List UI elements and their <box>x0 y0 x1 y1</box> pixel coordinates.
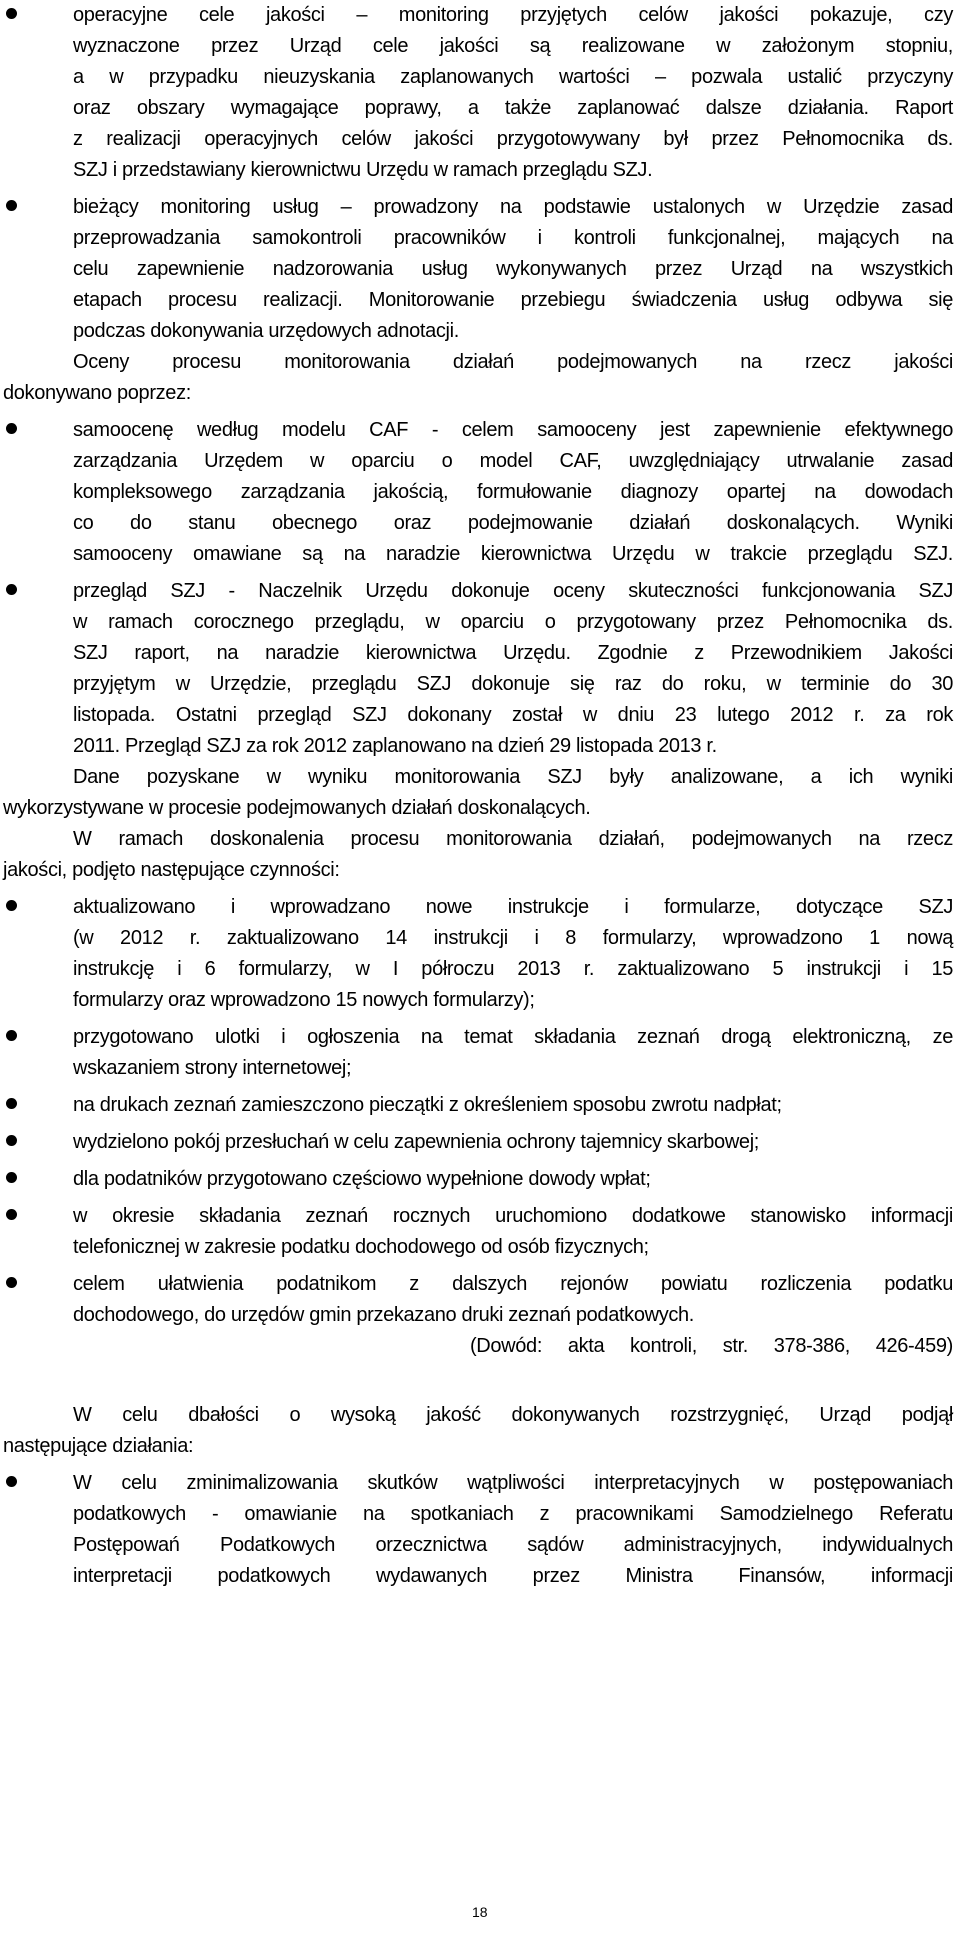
bullet-icon <box>6 8 17 19</box>
text-line: przegląd SZJ - Naczelnik Urzędu dokonuje oceny skuteczności funkcjonowania SZJ <box>73 580 953 602</box>
text-line: na drukach zeznań zamieszczono pieczątki z określeniem sposobu zwrotu nadpłat; <box>73 1094 782 1116</box>
text-line: jakości, podjęto następujące czynności: <box>3 859 340 881</box>
text-line: Oceny procesu monitorowania działań podejmowanych na rzecz jakości <box>73 351 953 373</box>
text-line: bieżący monitoring usług – prowadzony na podstawie ustalonych w Urzędzie zasad <box>73 196 953 218</box>
text-line: W celu zminimalizowania skutków wątpliwości interpretacyjnych w postępowaniach <box>73 1472 953 1494</box>
text-line: przeprowadzania samokontroli pracowników i kontroli funkcjonalnej, mających na <box>73 227 953 249</box>
bullet-icon <box>6 1135 17 1146</box>
text-line: oraz obszary wymagające poprawy, a także zaplanować dalsze działania. Raport <box>73 97 953 119</box>
bullet-icon <box>6 1098 17 1109</box>
text-line: przyjętym w Urzędzie, przeglądu SZJ dokonuje się raz do roku, w terminie do 30 <box>73 673 953 695</box>
bullet-icon <box>6 900 17 911</box>
bullet-icon <box>6 200 17 211</box>
text-line: formularzy oraz wprowadzono 15 nowych formularzy); <box>73 989 535 1011</box>
text-line: listopada. Ostatni przegląd SZJ dokonany został w dniu 23 lutego 2012 r. za rok <box>73 704 953 726</box>
text-line: Postępowań Podatkowych orzecznictwa sądów administracyjnych, indywidualnych <box>73 1534 953 1556</box>
bullet-icon <box>6 1030 17 1041</box>
text-line: podatkowych - omawianie na spotkaniach z pracownikami Samodzielnego Referatu <box>73 1503 953 1525</box>
text-line: interpretacji podatkowych wydawanych przez Ministra Finansów, informacji <box>73 1565 953 1587</box>
text-line: telefonicznej w zakresie podatku dochodowego od osób fizycznych; <box>73 1236 649 1258</box>
bullet-icon <box>6 1172 17 1183</box>
text-line: dochodowego, do urzędów gmin przekazano druki zeznań podatkowych. <box>73 1304 694 1326</box>
text-line: instrukcję i 6 formularzy, w I półroczu 2013 r. zaktualizowano 5 instrukcji i 15 <box>73 958 953 980</box>
text-line: (Dowód: akta kontroli, str. 378-386, 426-459) <box>470 1335 953 1357</box>
page-number: 18 <box>472 1904 488 1920</box>
text-line: 2011. Przegląd SZJ za rok 2012 zaplanowano na dzień 29 listopada 2013 r. <box>73 735 717 757</box>
bullet-icon <box>6 1209 17 1220</box>
text-line: samoocenę według modelu CAF - celem samooceny jest zapewnienie efektywnego <box>73 419 953 441</box>
bullet-icon <box>6 423 17 434</box>
text-line: a w przypadku nieuzyskania zaplanowanych wartości – pozwala ustalić przyczyny <box>73 66 953 88</box>
text-line: w ramach corocznego przeglądu, w oparciu o przygotowany przez Pełnomocnika ds. <box>73 611 953 633</box>
text-line: (w 2012 r. zaktualizowano 14 instrukcji i 8 formularzy, wprowadzono 1 nową <box>73 927 953 949</box>
text-line: następujące działania: <box>3 1435 194 1457</box>
text-line: przygotowano ulotki i ogłoszenia na temat składania zeznań drogą elektroniczną, ze <box>73 1026 953 1048</box>
text-line: dla podatników przygotowano częściowo wypełnione dowody wpłat; <box>73 1168 651 1190</box>
text-line: dokonywano poprzez: <box>3 382 191 404</box>
text-line: W celu dbałości o wysoką jakość dokonywanych rozstrzygnięć, Urząd podjął <box>73 1404 953 1426</box>
text-line: wydzielono pokój przesłuchań w celu zapewnienia ochrony tajemnicy skarbowej; <box>73 1131 759 1153</box>
text-line: wyznaczone przez Urząd cele jakości są realizowane w założonym stopniu, <box>73 35 953 57</box>
text-line: wskazaniem strony internetowej; <box>73 1057 352 1079</box>
text-line: z realizacji operacyjnych celów jakości przygotowywany był przez Pełnomocnika ds. <box>73 128 953 150</box>
bullet-icon <box>6 584 17 595</box>
text-line: celu zapewnienie nadzorowania usług wykonywanych przez Urząd na wszystkich <box>73 258 953 280</box>
bullet-icon <box>6 1277 17 1288</box>
text-line: co do stanu obecnego oraz podejmowanie działań doskonalących. Wyniki <box>73 512 953 534</box>
text-line: aktualizowano i wprowadzano nowe instrukcje i formularze, dotyczące SZJ <box>73 896 953 918</box>
text-line: W ramach doskonalenia procesu monitorowania działań, podejmowanych na rzecz <box>73 828 953 850</box>
bullet-icon <box>6 1476 17 1487</box>
text-line: SZJ i przedstawiany kierownictwu Urzędu w ramach przeglądu SZJ. <box>73 159 653 181</box>
text-line: SZJ raport, na naradzie kierownictwa Urzędu. Zgodnie z Przewodnikiem Jakości <box>73 642 953 664</box>
text-line: operacyjne cele jakości – monitoring przyjętych celów jakości pokazuje, czy <box>73 4 953 26</box>
text-line: kompleksowego zarządzania jakością, formułowanie diagnozy opartej na dowodach <box>73 481 953 503</box>
text-line: podczas dokonywania urzędowych adnotacji. <box>73 320 459 342</box>
text-line: celem ułatwienia podatnikom z dalszych rejonów powiatu rozliczenia podatku <box>73 1273 953 1295</box>
text-line: wykorzystywane w procesie podejmowanych działań doskonalących. <box>3 797 591 819</box>
text-line: samooceny omawiane są na naradzie kierownictwa Urzędu w trakcie przeglądu SZJ. <box>73 543 953 565</box>
text-line: Dane pozyskane w wyniku monitorowania SZJ były analizowane, a ich wyniki <box>73 766 953 788</box>
text-line: etapach procesu realizacji. Monitorowanie przebiegu świadczenia usług odbywa się <box>73 289 953 311</box>
text-line: zarządzania Urzędem w oparciu o model CAF, uwzględniający utrwalanie zasad <box>73 450 953 472</box>
text-line: w okresie składania zeznań rocznych uruchomiono dodatkowe stanowisko informacji <box>73 1205 953 1227</box>
